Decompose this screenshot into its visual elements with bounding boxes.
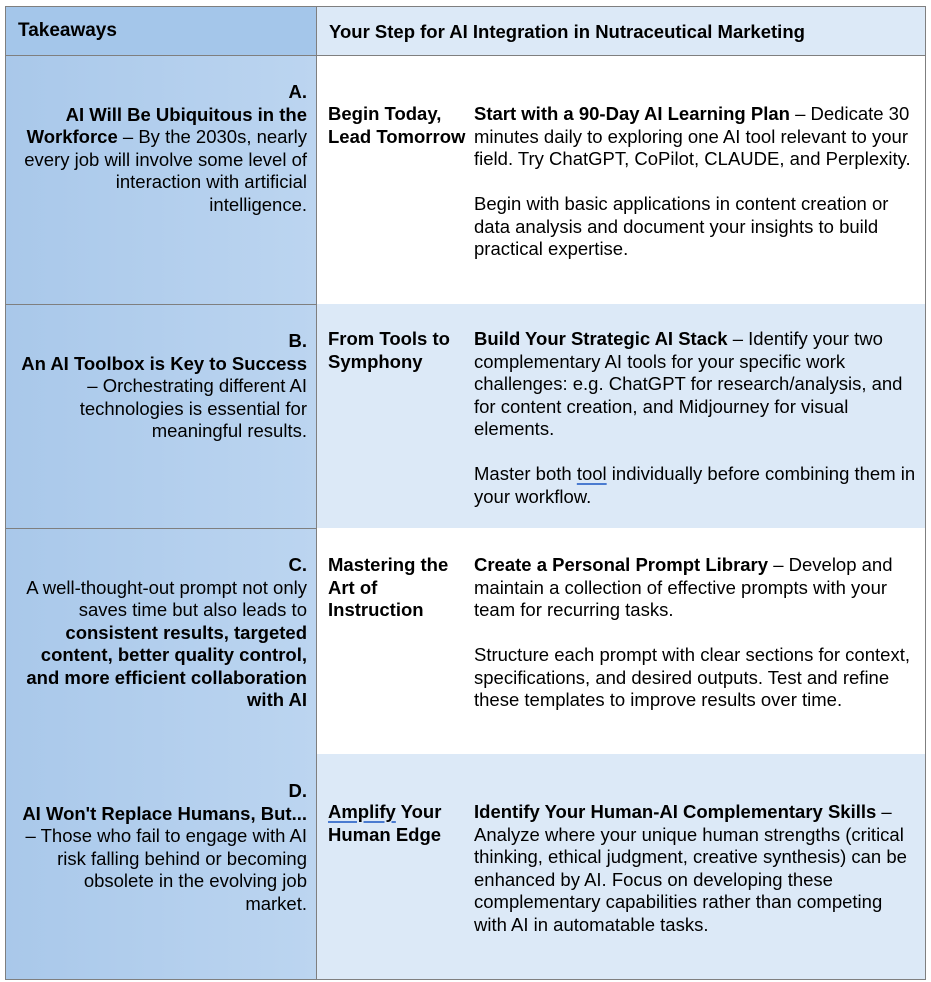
takeaway-letter: D. — [288, 780, 307, 801]
takeaway-text: – Those who fail to engage with AI risk falling behind or becoming obsolete in the evolving job market. — [25, 825, 307, 914]
action-text: Structure each prompt with clear sections for context, specifications, and desired outputs. Test and refine these templates to improve results over time. — [474, 644, 910, 710]
takeaway-text: A well-thought-out prompt not only saves time but also leads to — [26, 576, 307, 620]
header-ai-steps: Your Step for AI Integration in Nutraceutical Marketing — [317, 7, 925, 56]
step-title-c: Mastering the Art of Instruction — [328, 554, 449, 620]
takeaway-heading: consistent results, targeted content, better quality control, and more efficient collaboration with AI — [26, 621, 307, 710]
action-text: – Develop and maintain a collection of effective prompts with your team for recurring tasks. — [474, 554, 893, 620]
takeaway-letter: A. — [288, 81, 307, 102]
takeaway-heading: AI Will Be Ubiquitous in the Workforce — [26, 103, 307, 147]
header-takeaways: Takeaways — [6, 7, 317, 56]
action-text: Begin with basic applications in content creation or data analysis and document your insights to build practical expertise. — [474, 193, 889, 259]
step-title-a: Begin Today, Lead Tomorrow — [328, 103, 466, 147]
action-title: Start with a 90-Day AI Learning Plan — [474, 103, 790, 124]
takeaway-heading: AI Won't Replace Humans, But... — [22, 802, 307, 824]
takeaway-a — [6, 56, 317, 304]
action-text: – Dedicate 30 minutes daily to exploring one AI tool relevant to your field. Try ChatGPT, CoPilot, CLAUDE, and Perplexity. — [474, 103, 911, 169]
action-text: individually before combining them in your workflow. — [474, 463, 916, 507]
action-text: – Analyze where your unique human strengths (critical thinking, ethical judgment, creative synthesis) can be enhanced by AI. Focus on developing these complementary capabilities rather than competing with AI in automatable tasks. — [474, 801, 907, 935]
action-title: Build Your Strategic AI Stack — [474, 328, 728, 349]
takeaway-text: – Orchestrating different AI technologies is essential for meaningful results. — [79, 375, 307, 441]
flagged-word: tool — [576, 463, 607, 484]
takeaway-b — [6, 305, 317, 528]
integration-table — [5, 6, 926, 980]
step-title-b: From Tools to Symphony — [328, 328, 450, 372]
flagged-word: Amplify — [328, 801, 396, 822]
action-title: Identify Your Human-AI Complementary Skills — [474, 801, 877, 822]
action-a — [466, 103, 925, 261]
step-title-d — [317, 801, 466, 846]
takeaway-c — [6, 529, 317, 754]
action-b — [466, 328, 925, 508]
takeaway-text: – By the 2030s, nearly every job will involve some level of interaction with artificial intelligence. — [24, 126, 307, 215]
action-text: – Identify your two complementary AI tools for your specific work challenges: e.g. ChatGPT for research/analysis, and for content creation, and Midjourney for visual elements. — [474, 328, 903, 439]
action-c — [466, 554, 925, 712]
step-title-text: Your Human Edge — [328, 801, 442, 845]
action-text: Master both — [474, 463, 577, 484]
takeaway-letter: C. — [288, 554, 307, 575]
takeaway-letter: B. — [288, 330, 307, 351]
takeaway-heading: An AI Toolbox is Key to Success — [21, 352, 307, 374]
action-title: Create a Personal Prompt Library — [474, 554, 769, 575]
takeaway-d — [6, 754, 317, 979]
action-d — [466, 801, 925, 936]
